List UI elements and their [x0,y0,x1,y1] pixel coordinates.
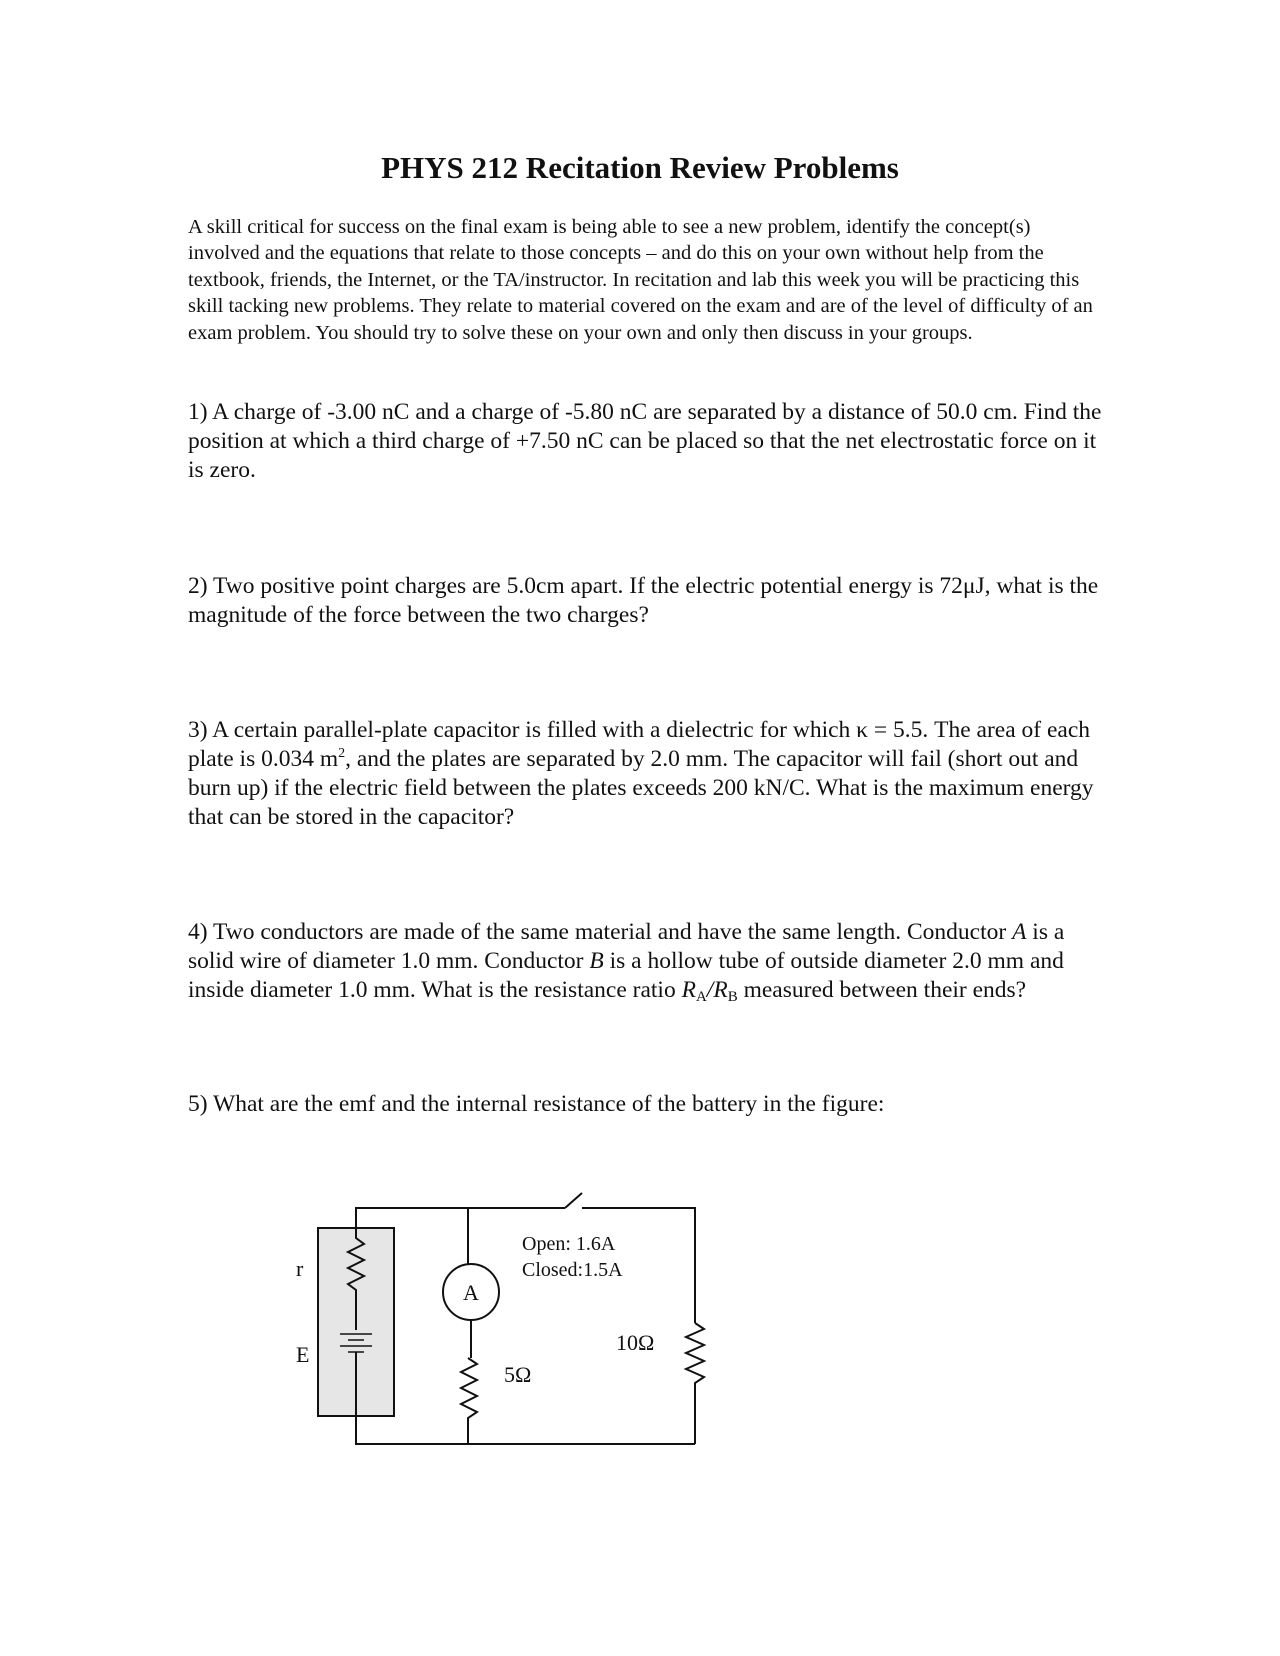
ratio-sub-b: B [727,989,738,1005]
ratio-r1: R [681,977,696,1003]
conductor-a-var: A [1012,919,1027,945]
problem-4-text-b: is a solid wire of diameter 1.0 mm. Conductor [188,919,1065,974]
problem-2: 2) Two positive point charges are 5.0cm apart. If the electric potential energy is 72μJ, what is the magnitude of the force between the two charges? [188,573,1099,628]
problem-4-text-d: measured between their ends? [737,977,1027,1003]
problem-1: 1) A charge of -3.00 nC and a charge of -5.80 nC are separated by a distance of 50.0 cm. Find the position at which a third charge of +7.50 nC can be placed so that the net electrostatic force on it is zero. [188,399,1102,483]
problem-4-text-a: 4) Two conductors are made of the same material and have the same length. Conductor [188,919,1013,945]
label-10-ohm: 10Ω [616,1330,655,1355]
resistor-10-ohm-icon [686,1323,704,1444]
reading-closed: Closed:1.5A [522,1259,623,1281]
problem-4-text-c: is a hollow tube of outside diameter 2.0 mm and inside diameter 1.0 mm. What is the resistance ratio [188,948,1064,1003]
label-5-ohm: 5Ω [504,1362,532,1387]
switch-icon [565,1193,582,1208]
problem-3-text-b: , and the plates are separated by 2.0 mm. The capacitor will fail (short out and burn up) if the electric field between the plates exceeds 200 kN/C. What is the maximum energy that can be stored in the capacitor? [188,746,1094,830]
ammeter-label: A [463,1280,479,1305]
problem-3-exponent: 2 [338,746,346,761]
problem-3-text-a: 3) A certain parallel-plate capacitor is filled with a dielectric for which κ = 5.5. The area of each plate is 0.034 m [188,717,1091,772]
bottom-wire [356,1416,695,1444]
conductor-b-var: B [589,948,604,974]
label-r: r [296,1256,304,1281]
ratio-sub-a: A [695,989,707,1005]
page-title: PHYS 212 Recitation Review Problems [381,150,899,185]
top-wire-left [356,1208,565,1228]
label-emf: E [296,1342,310,1367]
resistor-5-ohm-icon [461,1358,477,1444]
ratio-r2: R [713,977,728,1003]
problem-5: 5) What are the emf and the internal resistance of the battery in the figure: [188,1091,885,1117]
reading-open: Open: 1.6A [522,1233,616,1255]
intro-paragraph: A skill critical for success on the final exam is being able to see a new problem, identify the concept(s) involved and the equations that relate to those concepts – and do this on your own without help from the textbook, friends, the Internet, or the TA/instructor. In recitation and lab this week you will be practicing this skill tacking new problems. They relate to material covered on the exam and are of the level of difficulty of an exam problem. You should try to solve these on your own and only then discuss in your groups. [188,216,1093,344]
ratio-slash: / [706,977,714,1003]
